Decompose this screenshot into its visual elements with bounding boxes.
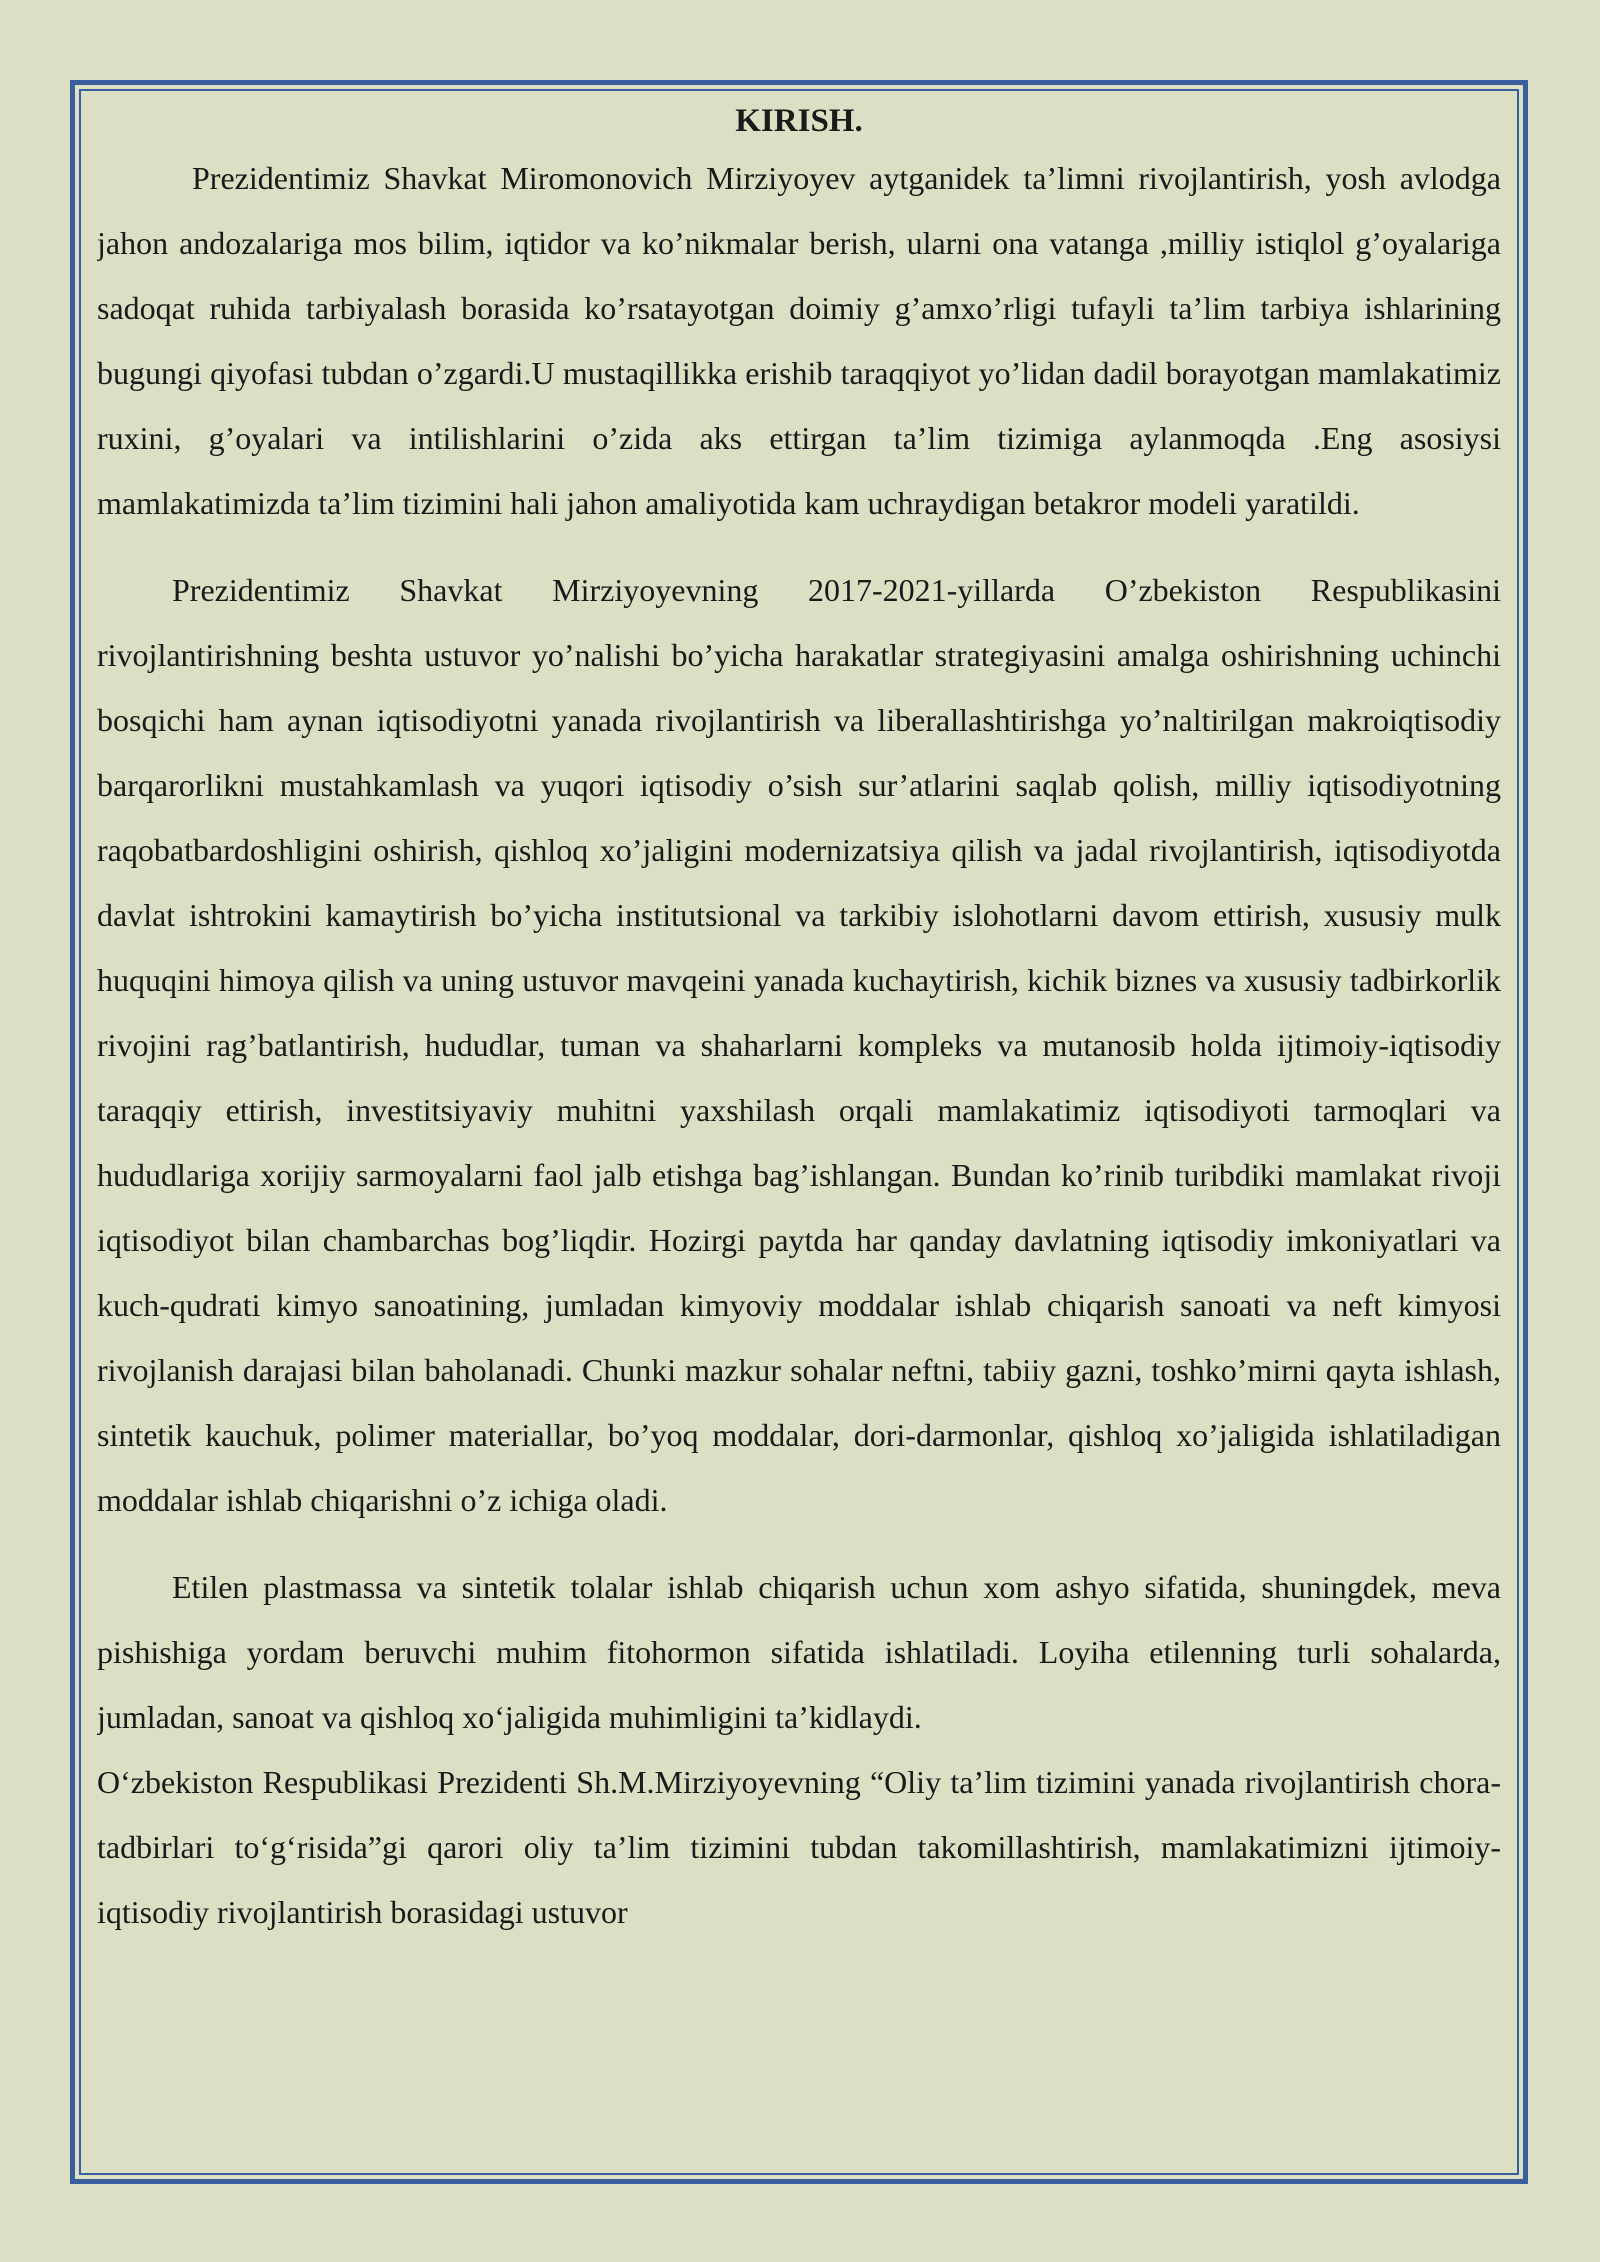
paragraph-1: Prezidentimiz Shavkat Miromonovich Mirziyoyev aytganidek ta’limni rivojlantirish, yosh avlodga jahon andozalariga mos bilim, iqtidor va ko’nikmalar berish, ularni ona vatanga ,milliy istiqlol g’oyalariga sadoqat ruhida tarbiyalash borasida ko’rsatayotgan doimiy g’amxo’rligi tufayli ta’lim tarbiya ishlarining bugungi qiyofasi tubdan o’zgardi.U mustaqillikka erishib taraqqiyot yo’lidan dadil borayotgan mamlakatimiz ruxini, g’oyalari va intilishlarini o’zida aks ettirgan ta’lim tizimiga aylanmoqda .Eng asosiysi mamlakatimizda ta’lim tizimini hali jahon amaliyotida kam uchraydigan betakror modeli yaratildi. <box>97 160 1501 521</box>
paragraph-2: Prezidentimiz Shavkat Mirziyoyevning 2017-2021-yillarda O’zbekiston Respublikasini rivojlantirishning beshta ustuvor yo’nalishi bo’yicha harakatlar strategiyasini amalga oshirishning uchinchi bosqichi ham aynan iqtisodiyotni yanada rivojlantirish va liberallashtirishga yo’naltirilgan makroiqtisodiy barqarorlikni mustahkamlash va yuqori iqtisodiy o’sish sur’atlarini saqlab qolish, milliy iqtisodiyotning raqobatbardoshligini oshirish, qishloq xo’jaligini modernizatsiya qilish va jadal rivojlantirish, iqtisodiyotda davlat ishtrokini kamaytirish bo’yicha institutsional va tarkibiy islohotlarni davom ettirish, xususiy mulk huquqini himoya qilish va uning ustuvor mavqeini yanada kuchaytirish, kichik biznes va xususiy tadbirkorlik rivojini rag’batlantirish, hududlar, tuman va shaharlarni kompleks va mutanosib holda ijtimoiy-iqtisodiy taraqqiy ettirish, investitsiyaviy muhitni yaxshilash orqali mamlakatimiz iqtisodiyoti tarmoqlari va hududlariga xorijiy sarmoyalarni faol jalb etishga bag’ishlangan. Bundan ko’rinib turibdiki mamlakat rivoji iqtisodiyot bilan chambarchas bog’liqdir. Hozirgi paytda har qanday davlatning iqtisodiy imkoniyatlari va kuch-qudrati kimyo sanoatining, jumladan kimyoviy moddalar ishlab chiqarish sanoati va neft kimyosi rivojlanish darajasi bilan baholanadi. Chunki mazkur sohalar neftni, tabiiy gazni, toshko’mirni qayta ishlash, sintetik kauchuk, polimer materiallar, bo’yoq moddalar, dori-darmonlar, qishloq xo’jaligida ishlatiladigan moddalar ishlab chiqarishni o’z ichiga oladi. <box>97 572 1501 1518</box>
section-heading: KIRISH. <box>735 103 863 139</box>
paragraph-3: Etilen plastmassa va sintetik tolalar ishlab chiqarish uchun xom ashyo sifatida, shuningdek, meva pishishiga yordam beruvchi muhim fitohormon sifatida ishlatiladi. Loyiha etilenning turli sohalarda, jumladan, sanoat va qishloq xo‘jaligida muhimligini ta’kidlaydi. <box>97 1569 1501 1735</box>
document-body <box>97 96 1501 2166</box>
paragraph-4: O‘zbekiston Respublikasi Prezidenti Sh.M.Mirziyoyevning “Oliy ta’lim tizimini yanada rivojlantirish chora-tadbirlari to‘g‘risida”gi qarori oliy ta’lim tizimini tubdan takomillashtirish, mamlakatimizni ijtimoiy-iqtisodiy rivojlantirish borasidagi ustuvor <box>97 1764 1501 1930</box>
